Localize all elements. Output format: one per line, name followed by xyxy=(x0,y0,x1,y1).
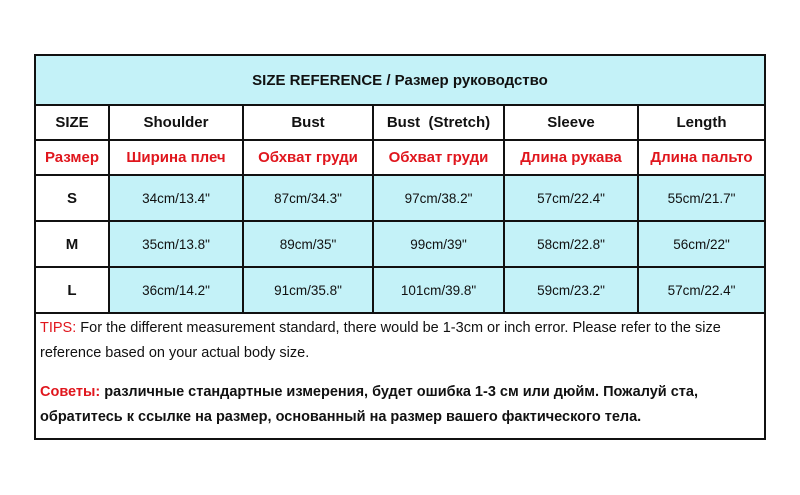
header-ru-bust-stretch: Обхват груди xyxy=(373,140,504,175)
bust-stretch-value: 99cm/39" xyxy=(373,221,504,267)
size-table xyxy=(36,106,764,314)
table-row xyxy=(36,175,764,221)
shoulder-value: 34cm/13.4" xyxy=(109,175,243,221)
header-row-russian xyxy=(36,140,764,175)
sleeve-value: 58cm/22.8" xyxy=(504,221,638,267)
size-label: M xyxy=(36,221,109,267)
sleeve-value: 59cm/23.2" xyxy=(504,267,638,313)
length-value: 57cm/22.4" xyxy=(638,267,764,313)
bust-stretch-value: 97cm/38.2" xyxy=(373,175,504,221)
tips-note xyxy=(40,316,760,366)
sleeve-value: 57cm/22.4" xyxy=(504,175,638,221)
length-value: 55cm/21.7" xyxy=(638,175,764,221)
header-shoulder: Shoulder xyxy=(109,106,243,140)
header-ru-shoulder: Ширина плеч xyxy=(109,140,243,175)
header-ru-length: Длина пальто xyxy=(638,140,764,175)
russian-note-text: различные стандартные измерения, будет ошибка 1-3 см или дюйм. Пожалуй ста, обратитесь к ссылке на размер, основанный на размер вашего фактического тела. xyxy=(40,384,698,425)
notes-section xyxy=(36,314,764,430)
size-label: L xyxy=(36,267,109,313)
header-row-english xyxy=(36,106,764,140)
table-row xyxy=(36,267,764,313)
table-row xyxy=(36,221,764,267)
russian-note-label: Советы: xyxy=(40,384,101,400)
header-bust-stretch: Bust (Stretch) xyxy=(373,106,504,140)
chart-title: SIZE REFERENCE / Размер руководство xyxy=(36,56,764,106)
bust-value: 89cm/35" xyxy=(243,221,373,267)
size-label: S xyxy=(36,175,109,221)
shoulder-value: 36cm/14.2" xyxy=(109,267,243,313)
header-ru-bust: Обхват груди xyxy=(243,140,373,175)
header-length: Length xyxy=(638,106,764,140)
russian-note xyxy=(40,380,760,430)
header-ru-size: Размер xyxy=(36,140,109,175)
header-size: SIZE xyxy=(36,106,109,140)
tips-label: TIPS: xyxy=(40,320,77,336)
bust-value: 87cm/34.3" xyxy=(243,175,373,221)
header-ru-sleeve: Длина рукава xyxy=(504,140,638,175)
size-reference-chart xyxy=(34,54,766,440)
bust-stretch-value: 101cm/39.8" xyxy=(373,267,504,313)
shoulder-value: 35cm/13.8" xyxy=(109,221,243,267)
header-sleeve: Sleeve xyxy=(504,106,638,140)
header-bust: Bust xyxy=(243,106,373,140)
tips-text: For the different measurement standard, there would be 1-3cm or inch error. Please refer to the size reference based on your actual body size. xyxy=(40,320,721,361)
length-value: 56cm/22" xyxy=(638,221,764,267)
bust-value: 91cm/35.8" xyxy=(243,267,373,313)
